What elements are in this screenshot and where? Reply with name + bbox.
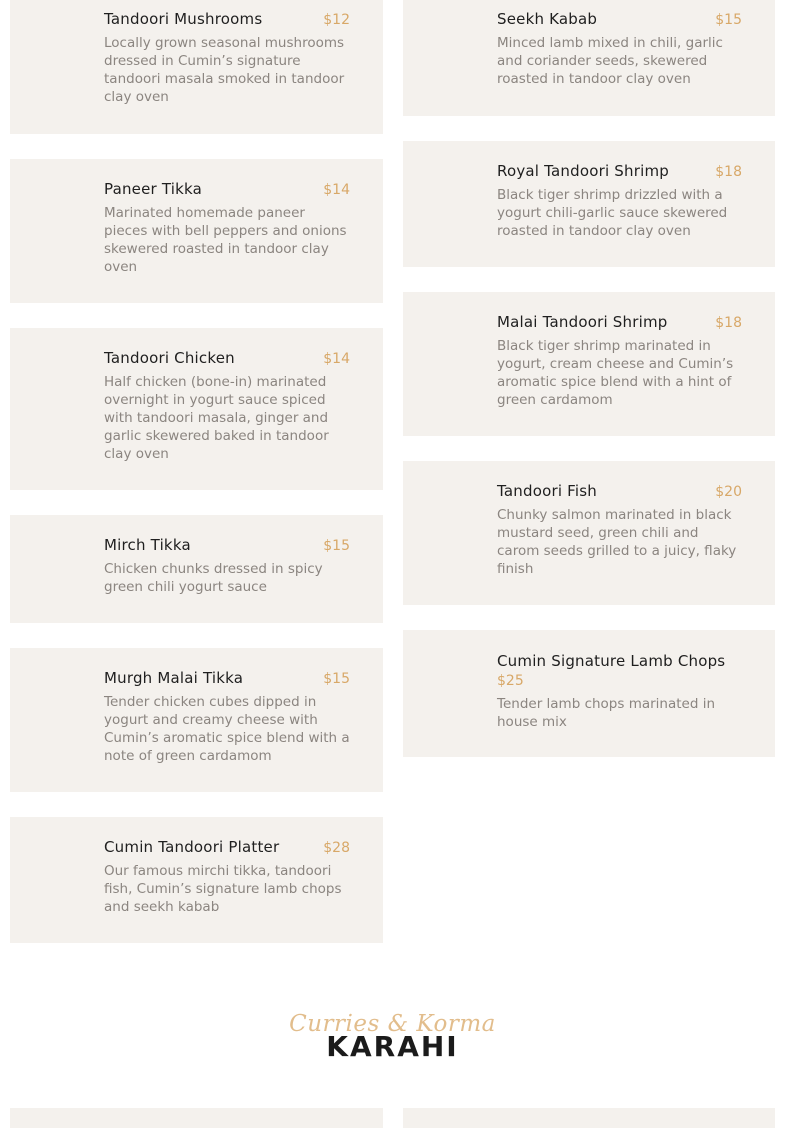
menu-item-card [10,1108,383,1128]
menu-item-description: Black tiger shrimp drizzled with a yogurt chili-garlic sauce skewered roasted in tandoor clay oven [497,187,728,239]
menu-item-name: Seekh Kabab [497,10,598,28]
menu-item-card [10,817,383,943]
menu-item-price: $25 [497,673,524,689]
menu-item-price: $28 [323,840,350,856]
menu-item-name: Tandoori Mushrooms [104,10,263,28]
menu-item-price: $18 [715,315,742,331]
menu-item-name: Murgh Malai Tikka [104,669,244,687]
menu-item-price: $15 [323,671,350,687]
menu-item-description: Chunky salmon marinated in black mustard seed, green chili and carom seeds grilled to a juicy, flaky finish [497,507,737,577]
menu-item-name: Cumin Tandoori Platter [104,838,280,856]
menu-item-description: Marinated homemade paneer pieces with bell peppers and onions skewered roasted in tandoor clay oven [104,205,347,275]
menu-item-price: $15 [323,538,350,554]
menu-item-card [10,648,383,792]
menu-item-card [403,141,775,267]
menu-item-card [403,292,775,436]
menu-item-description: Locally grown seasonal mushrooms dressed in Cumin’s signature tandoori masala smoked in tandoor clay oven [104,35,345,105]
menu-item-description: Tender chicken cubes dipped in yogurt and creamy cheese with Cumin’s aromatic spice blend with a note of green cardamom [104,694,350,764]
menu-item-name: Tandoori Fish [497,482,597,500]
menu-item-name: Malai Tandoori Shrimp [497,313,668,331]
section-title: KARAHI [326,1030,459,1063]
menu-item-description: Our famous mirchi tikka, tandoori fish, Cumin’s signature lamb chops and seekh kabab [104,863,342,915]
menu-item-name: Royal Tandoori Shrimp [497,162,669,180]
section-script-title: Curries & Korma [289,1011,496,1037]
menu-item-price: $12 [323,12,350,28]
menu-item-price: $18 [715,164,742,180]
menu-item-name: Paneer Tikka [104,180,203,198]
menu-item-price: $14 [323,182,350,198]
menu-item-card [403,0,775,116]
menu-item-name: Tandoori Chicken [104,349,235,367]
menu-item-card [10,159,383,303]
menu-item-card [10,515,383,623]
menu-item-card [10,0,383,134]
menu-item-description: Tender lamb chops marinated in house mix [497,696,716,730]
menu-item-card [403,1108,775,1128]
menu-item-description: Minced lamb mixed in chili, garlic and coriander seeds, skewered roasted in tandoor clay oven [497,35,723,87]
menu-item-name: Mirch Tikka [104,536,191,554]
menu-item-price: $14 [323,351,350,367]
menu-item-name: Cumin Signature Lamb Chops [497,652,726,670]
menu-item-card [10,328,383,490]
menu-item-price: $20 [715,484,742,500]
menu-item-description: Black tiger shrimp marinated in yogurt, cream cheese and Cumin’s aromatic spice blend with a hint of green cardamom [497,338,734,408]
menu-item-card [403,461,775,605]
menu-item-card [403,630,775,757]
menu-item-price: $15 [715,12,742,28]
menu-item-description: Half chicken (bone-in) marinated overnight in yogurt sauce spiced with tandoori masala, ginger and garlic skewered baked in tandoor clay oven [104,374,329,462]
menu-item-description: Chicken chunks dressed in spicy green chili yogurt sauce [104,561,323,595]
